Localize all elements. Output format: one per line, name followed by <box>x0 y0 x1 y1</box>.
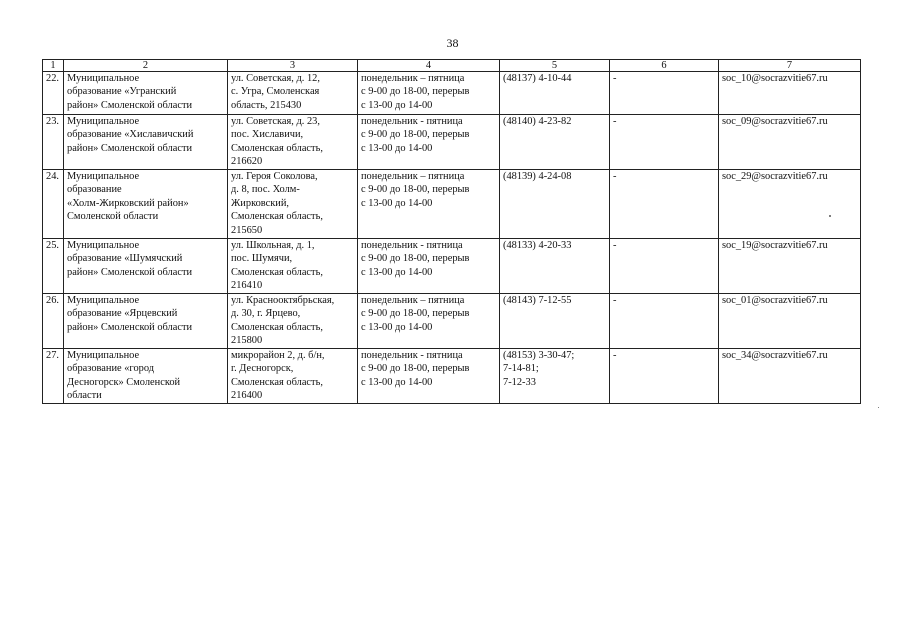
hours-line: понедельник - пятница <box>361 116 463 127</box>
hours-cell <box>358 115 500 170</box>
page-number: 38 <box>446 36 459 50</box>
organization-cell <box>64 239 228 294</box>
organization-cell <box>64 170 228 239</box>
phone-line: (48137) 4-10-44 <box>503 73 572 84</box>
organization-cell <box>64 115 228 170</box>
organization-cell <box>64 72 228 115</box>
address-line: пос. Хиславичи, <box>231 129 304 141</box>
email-cell: soc_01@socrazvitie67.ru <box>719 294 861 349</box>
address-line: 216400 <box>231 390 263 402</box>
hours-line: понедельник - пятница <box>361 350 463 361</box>
column-header-4: 4 <box>358 60 500 72</box>
organization-line: образование «город <box>67 363 155 375</box>
address-cell <box>228 294 358 349</box>
column-header-1: 1 <box>43 60 64 72</box>
column-header-6: 6 <box>610 60 719 72</box>
row-number: 23. <box>43 115 64 170</box>
hours-line: с 9-00 до 18-00, перерыв <box>361 253 470 265</box>
row-number: 26. <box>43 294 64 349</box>
phone-cell <box>500 170 610 239</box>
row-number: 22. <box>43 72 64 115</box>
hours-line: понедельник - пятница <box>361 240 463 251</box>
address-line: 215650 <box>231 224 263 236</box>
header-row <box>43 60 861 72</box>
address-line: Смоленская область, <box>231 266 323 278</box>
hours-line: с 9-00 до 18-00, перерыв <box>361 184 470 196</box>
hours-line: с 9-00 до 18-00, перерыв <box>361 86 470 98</box>
hours-line: с 13-00 до 14-00 <box>361 99 433 111</box>
hours-cell <box>358 294 500 349</box>
scan-speck <box>829 215 831 217</box>
column-6-cell: - <box>610 349 719 404</box>
table-row <box>43 170 861 239</box>
address-line: ул. Советская, д. 12, <box>231 73 320 84</box>
row-number: 24. <box>43 170 64 239</box>
hours-line: с 9-00 до 18-00, перерыв <box>361 129 470 141</box>
organization-line: образование «Угранский <box>67 86 177 98</box>
hours-cell <box>358 72 500 115</box>
row-number: 25. <box>43 239 64 294</box>
column-6-cell: - <box>610 72 719 115</box>
phone-line: (48133) 4-20-33 <box>503 240 572 251</box>
organization-line: образование «Хиславичский <box>67 129 194 141</box>
column-header-3: 3 <box>228 60 358 72</box>
organization-line: район» Смоленской области <box>67 321 193 333</box>
organization-line: район» Смоленской области <box>67 142 193 154</box>
email-cell: soc_10@socrazvitie67.ru <box>719 72 861 115</box>
table-row <box>43 294 861 349</box>
phone-cell <box>500 294 610 349</box>
organization-line: Муниципальное <box>67 171 140 182</box>
organization-line: Десногорск» Смоленской <box>67 376 181 388</box>
column-6-cell: - <box>610 239 719 294</box>
organization-cell <box>64 349 228 404</box>
email-cell: soc_09@socrazvitie67.ru <box>719 115 861 170</box>
phone-line: 7-12-33 <box>503 376 536 388</box>
address-line: ул. Советская, д. 23, <box>231 116 320 127</box>
table-row <box>43 349 861 404</box>
phone-line: 7-14-81; <box>503 363 539 375</box>
hours-cell <box>358 239 500 294</box>
offices-table <box>42 59 861 404</box>
address-cell <box>228 72 358 115</box>
hours-line: понедельник – пятница <box>361 295 465 306</box>
phone-cell <box>500 72 610 115</box>
phone-cell <box>500 115 610 170</box>
organization-line: Муниципальное <box>67 295 140 306</box>
hours-line: понедельник – пятница <box>361 171 465 182</box>
table-row <box>43 72 861 115</box>
phone-line: (48139) 4-24-08 <box>503 171 572 182</box>
table-row <box>43 239 861 294</box>
column-header-7: 7 <box>719 60 861 72</box>
email-cell: soc_19@socrazvitie67.ru <box>719 239 861 294</box>
organization-line: Муниципальное <box>67 240 140 251</box>
address-line: с. Угра, Смоленская <box>231 86 320 98</box>
address-line: д. 8, пос. Холм- <box>231 184 300 196</box>
address-cell <box>228 349 358 404</box>
organization-line: Муниципальное <box>67 350 140 361</box>
organization-line: Муниципальное <box>67 116 140 127</box>
column-header-5: 5 <box>500 60 610 72</box>
address-cell <box>228 170 358 239</box>
column-header-2: 2 <box>64 60 228 72</box>
address-line: пос. Шумячи, <box>231 253 293 265</box>
hours-line: понедельник – пятница <box>361 73 465 84</box>
address-line: ул. Краснооктябрьская, <box>231 295 335 306</box>
email-cell: soc_29@socrazvitie67.ru <box>719 170 861 239</box>
column-6-cell: - <box>610 115 719 170</box>
address-cell <box>228 115 358 170</box>
address-line: Жирковский, <box>231 197 290 209</box>
phone-line: (48143) 7-12-55 <box>503 295 572 306</box>
organization-line: Муниципальное <box>67 73 140 84</box>
phone-line: (48140) 4-23-82 <box>503 116 572 127</box>
scan-speck <box>878 407 879 408</box>
address-line: Смоленская область, <box>231 321 323 333</box>
column-6-cell: - <box>610 294 719 349</box>
phone-cell <box>500 239 610 294</box>
organization-cell <box>64 294 228 349</box>
email-cell: soc_34@socrazvitie67.ru <box>719 349 861 404</box>
organization-line: Смоленской области <box>67 211 159 223</box>
address-line: ул. Школьная, д. 1, <box>231 240 315 251</box>
organization-line: области <box>67 390 102 402</box>
hours-line: с 13-00 до 14-00 <box>361 321 433 333</box>
organization-line: район» Смоленской области <box>67 266 193 278</box>
hours-cell <box>358 349 500 404</box>
column-6-cell: - <box>610 170 719 239</box>
address-line: Смоленская область, <box>231 376 323 388</box>
organization-line: «Холм-Жирковский район» <box>67 197 189 209</box>
address-line: ул. Героя Соколова, <box>231 171 318 182</box>
address-line: 215800 <box>231 335 263 347</box>
hours-line: с 13-00 до 14-00 <box>361 142 433 154</box>
organization-line: район» Смоленской области <box>67 99 193 111</box>
address-line: 216620 <box>231 156 263 168</box>
phone-cell <box>500 349 610 404</box>
hours-line: с 13-00 до 14-00 <box>361 266 433 278</box>
address-line: д. 30, г. Ярцево, <box>231 308 301 320</box>
address-line: микрорайон 2, д. б/н, <box>231 350 325 361</box>
hours-line: с 13-00 до 14-00 <box>361 376 433 388</box>
address-line: область, 215430 <box>231 99 302 111</box>
organization-line: образование «Шумячский <box>67 253 183 265</box>
address-line: г. Десногорск, <box>231 363 294 375</box>
hours-cell <box>358 170 500 239</box>
address-line: 216410 <box>231 280 263 292</box>
table-row <box>43 115 861 170</box>
hours-line: с 9-00 до 18-00, перерыв <box>361 363 470 375</box>
row-number: 27. <box>43 349 64 404</box>
organization-line: образование «Ярцевский <box>67 308 178 320</box>
address-line: Смоленская область, <box>231 211 323 223</box>
table-body <box>43 72 861 404</box>
hours-line: с 13-00 до 14-00 <box>361 197 433 209</box>
organization-line: образование <box>67 184 122 196</box>
address-line: Смоленская область, <box>231 142 323 154</box>
phone-line: (48153) 3-30-47; <box>503 350 575 361</box>
hours-line: с 9-00 до 18-00, перерыв <box>361 308 470 320</box>
address-cell <box>228 239 358 294</box>
